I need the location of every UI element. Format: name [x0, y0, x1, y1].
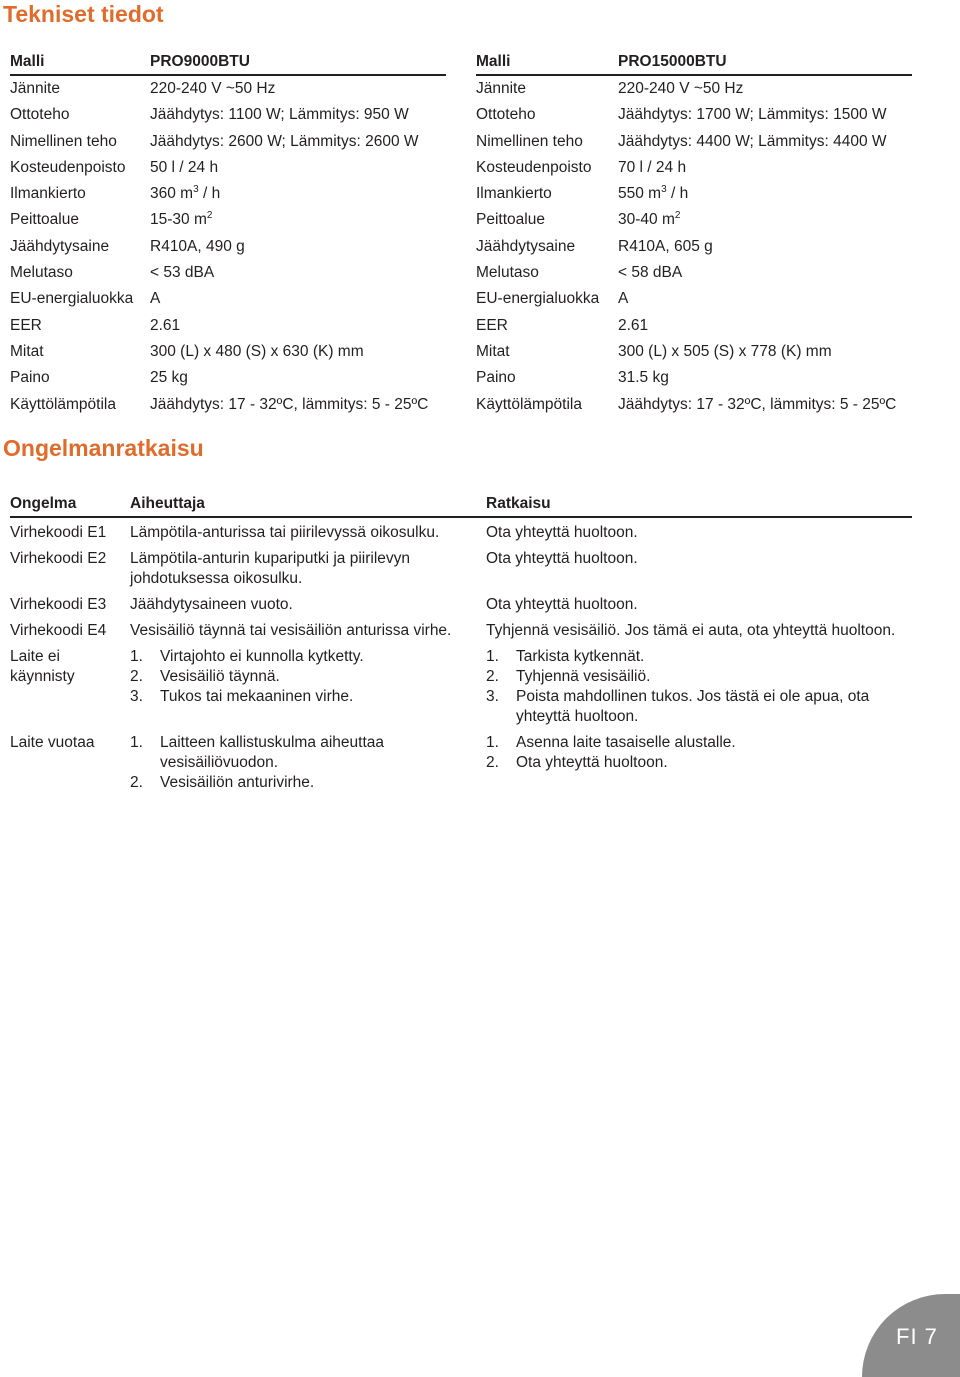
spec-value: A	[150, 290, 161, 308]
spec-label: Mitat	[10, 342, 44, 360]
spec-row	[476, 181, 912, 207]
list-item	[486, 733, 912, 753]
spec-label: Jäähdytysaine	[476, 237, 576, 255]
spec-label: EER	[10, 316, 42, 334]
spec-label: EU-energialuokka	[10, 290, 134, 308]
spec-label: Melutaso	[10, 264, 73, 282]
troubleshooting-row	[10, 523, 912, 543]
spec-value: 31.5 kg	[618, 369, 669, 387]
spec-row	[476, 155, 912, 181]
spec-value: Jäähdytys: 1700 W; Lämmitys: 1500 W	[618, 106, 887, 124]
cause-list	[130, 647, 486, 707]
spec-label: Peittoalue	[476, 211, 545, 229]
header-problem: Ongelma	[10, 495, 77, 512]
spec-table-pro9000	[10, 50, 446, 418]
list-item	[130, 647, 486, 667]
spec-value: R410A, 605 g	[618, 237, 713, 255]
list-item	[486, 753, 912, 773]
solution-cell: Ota yhteyttä huoltoon.	[486, 550, 638, 567]
spec-label: Melutaso	[476, 264, 539, 282]
spec-value: 50 l / 24 h	[150, 158, 219, 176]
list-item	[130, 667, 486, 687]
problem-cell: Virhekoodi E2	[10, 550, 107, 567]
list-text: Ota yhteyttä huoltoon.	[516, 754, 668, 771]
spec-row	[10, 155, 446, 181]
list-text: Asenna laite tasaiselle alustalle.	[516, 734, 736, 751]
spec-header-model: PRO9000BTU	[150, 53, 250, 70]
spec-row	[10, 392, 446, 418]
spec-row	[10, 76, 446, 102]
spec-header-label: Malli	[10, 53, 45, 70]
value-text: / h	[666, 185, 689, 203]
list-item	[486, 667, 912, 687]
spec-label: Paino	[10, 369, 50, 387]
spec-row	[476, 260, 912, 286]
spec-value: Jäähdytys: 1100 W; Lämmitys: 950 W	[150, 106, 409, 124]
spec-header-model: PRO15000BTU	[618, 53, 727, 70]
spec-row	[10, 313, 446, 339]
spec-value: 220-240 V ~50 Hz	[150, 80, 276, 97]
list-item	[130, 687, 486, 707]
spec-label: Jäähdytysaine	[10, 237, 110, 255]
solution-list	[486, 733, 912, 773]
troubleshooting-row	[10, 549, 912, 589]
troubleshooting-row	[10, 595, 912, 615]
spec-label: Ilmankierto	[10, 185, 86, 203]
list-number: 2.	[486, 754, 499, 771]
spec-value: A	[618, 290, 629, 308]
troubleshooting-row	[10, 621, 912, 641]
spec-value: 2.61	[618, 316, 649, 334]
list-number: 1.	[130, 734, 143, 751]
cause-cell: Vesisäiliö täynnä tai vesisäiliön anturissa virhe.	[130, 622, 452, 639]
spec-row	[476, 392, 912, 418]
value-superscript: 3	[661, 184, 667, 196]
solution-list	[486, 647, 912, 727]
solution-cell: Ota yhteyttä huoltoon.	[486, 524, 638, 541]
spec-row	[10, 102, 446, 128]
spec-value: 25 kg	[150, 369, 188, 387]
spec-label: Kosteudenpoisto	[10, 158, 126, 176]
list-text: Tukos tai mekaaninen virhe.	[160, 688, 354, 705]
spec-label: Mitat	[476, 342, 510, 360]
spec-row	[476, 339, 912, 365]
list-text: Virtajohto ei kunnolla kytketty.	[160, 648, 364, 665]
list-item	[130, 773, 486, 793]
spec-row	[10, 181, 446, 207]
list-item	[486, 687, 912, 727]
spec-label: Käyttölämpötila	[10, 395, 116, 413]
spec-label: Ilmankierto	[476, 185, 552, 203]
spec-row	[10, 129, 446, 155]
cause-cell	[130, 647, 486, 727]
spec-row	[476, 207, 912, 233]
cause-cell	[130, 733, 486, 793]
header-solution: Ratkaisu	[486, 495, 551, 512]
spec-row	[476, 234, 912, 260]
problem-cell: Virhekoodi E3	[10, 596, 107, 613]
spec-value: Jäähdytys: 4400 W; Lämmitys: 4400 W	[618, 132, 887, 150]
list-number: 2.	[130, 668, 143, 685]
troubleshooting-row	[10, 733, 912, 793]
cause-cell: Jäähdytysaineen vuoto.	[130, 596, 293, 613]
spec-row	[10, 234, 446, 260]
spec-label: Ottoteho	[476, 106, 536, 124]
spec-value: 70 l / 24 h	[618, 158, 687, 176]
value-superscript: 3	[193, 184, 199, 196]
spec-label: Jännite	[10, 80, 60, 97]
spec-header-label: Malli	[476, 53, 511, 70]
troubleshooting-table	[10, 492, 912, 793]
list-item	[130, 733, 486, 773]
value-superscript: 2	[206, 210, 213, 222]
spec-label: Kosteudenpoisto	[476, 158, 592, 176]
list-number: 1.	[130, 648, 143, 665]
value-superscript: 2	[674, 210, 681, 222]
spec-value: R410A, 490 g	[150, 237, 245, 255]
spec-label: Nimellinen teho	[10, 132, 117, 150]
solution-cell: Ota yhteyttä huoltoon.	[486, 596, 638, 613]
spec-value: Jäähdytys: 2600 W; Lämmitys: 2600 W	[150, 132, 419, 150]
spec-row	[476, 76, 912, 102]
spec-value: Jäähdytys: 17 - 32ºC, lämmitys: 5 - 25ºC	[618, 395, 897, 413]
spec-value: < 58 dBA	[618, 264, 683, 282]
list-number: 3.	[486, 688, 499, 705]
list-number: 2.	[486, 668, 499, 685]
spec-value	[150, 181, 220, 207]
spec-label: Käyttölämpötila	[476, 395, 582, 413]
page-number: FI 7	[896, 1324, 938, 1349]
spec-table-pro15000	[476, 50, 912, 418]
problem-cell: Virhekoodi E1	[10, 524, 107, 541]
list-number: 3.	[130, 688, 143, 705]
spec-value: 300 (L) x 505 (S) x 778 (K) mm	[618, 342, 832, 360]
spec-value: 300 (L) x 480 (S) x 630 (K) mm	[150, 342, 364, 360]
header-cause: Aiheuttaja	[130, 495, 205, 512]
problem-cell: Laite vuotaa	[10, 734, 95, 751]
spec-row	[476, 365, 912, 391]
spec-table-header	[476, 50, 912, 76]
troubleshooting-header	[10, 492, 912, 518]
spec-label: Nimellinen teho	[476, 132, 583, 150]
list-text: Vesisäiliön anturivirhe.	[160, 774, 315, 791]
spec-value	[618, 207, 680, 233]
spec-label: Peittoalue	[10, 211, 79, 229]
spec-value: Jäähdytys: 17 - 32ºC, lämmitys: 5 - 25ºC	[150, 395, 429, 413]
spec-row	[10, 365, 446, 391]
spec-row	[10, 286, 446, 312]
spec-row	[10, 339, 446, 365]
value-text: 550 m	[618, 185, 662, 203]
list-number: 2.	[130, 774, 143, 791]
value-text: / h	[198, 185, 221, 203]
value-text: 30-40 m	[618, 211, 675, 229]
solution-cell	[486, 733, 912, 793]
cause-cell: Lämpötila-anturin kupariputki ja piirilevyn johdotuksessa oikosulku.	[130, 550, 410, 587]
problem-cell: Laite ei käynnisty	[10, 648, 75, 685]
page-number-badge	[862, 1294, 960, 1377]
spec-label: EER	[476, 316, 508, 334]
spec-value: 220-240 V ~50 Hz	[618, 80, 744, 97]
troubleshooting-row	[10, 647, 912, 727]
value-text: 360 m	[150, 185, 194, 203]
list-text: Poista mahdollinen tukos. Jos tästä ei ole apua, ota yhteyttä huoltoon.	[516, 688, 870, 725]
spec-row	[10, 260, 446, 286]
list-text: Vesisäiliö täynnä.	[160, 668, 280, 685]
spec-label: Ottoteho	[10, 106, 70, 124]
list-item	[486, 647, 912, 667]
cause-cell: Lämpötila-anturissa tai piirilevyssä oikosulku.	[130, 524, 440, 541]
problem-cell: Virhekoodi E4	[10, 622, 107, 639]
spec-row	[476, 102, 912, 128]
spec-row	[476, 129, 912, 155]
spec-label: Jännite	[476, 80, 526, 97]
spec-label: EU-energialuokka	[476, 290, 600, 308]
list-number: 1.	[486, 648, 499, 665]
spec-row	[476, 313, 912, 339]
spec-value: < 53 dBA	[150, 264, 215, 282]
spec-label: Paino	[476, 369, 516, 387]
spec-value	[618, 181, 688, 207]
list-text: Tyhjennä vesisäiliö.	[516, 668, 651, 685]
spec-value	[150, 207, 212, 233]
spec-table-header	[10, 50, 446, 76]
solution-cell: Tyhjennä vesisäiliö. Jos tämä ei auta, ota yhteyttä huoltoon.	[486, 622, 896, 639]
cause-list	[130, 733, 486, 793]
spec-row	[476, 286, 912, 312]
section-title-specs: Tekniset tiedot	[3, 1, 164, 27]
section-title-troubleshooting: Ongelmanratkaisu	[3, 435, 204, 461]
value-text: 15-30 m	[150, 211, 207, 229]
list-text: Laitteen kallistuskulma aiheuttaa vesisäiliövuodon.	[160, 734, 385, 771]
spec-value: 2.61	[150, 316, 181, 334]
list-number: 1.	[486, 734, 499, 751]
spec-row	[10, 207, 446, 233]
list-text: Tarkista kytkennät.	[516, 648, 645, 665]
solution-cell	[486, 647, 912, 727]
